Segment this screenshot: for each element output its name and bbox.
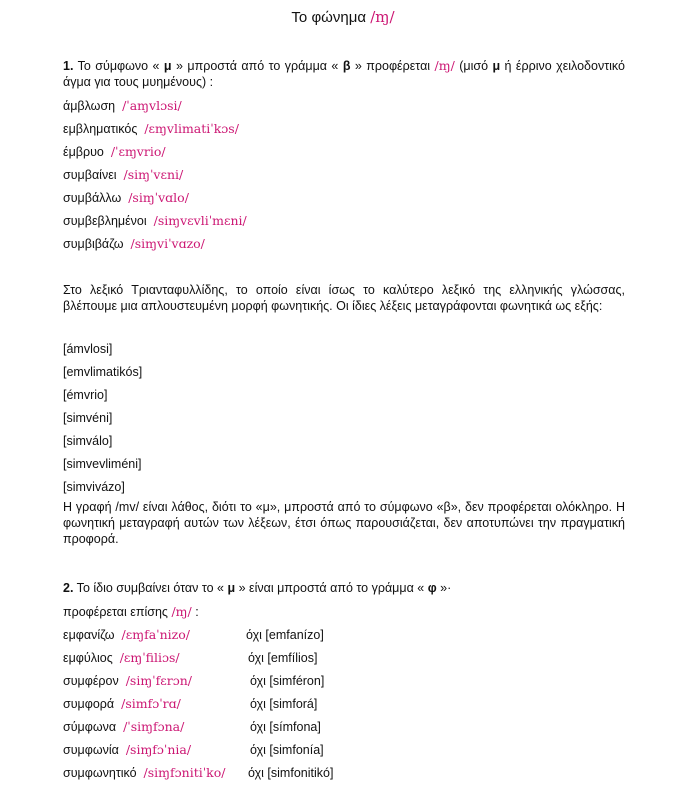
section1-ipa: /ɱ/ (434, 58, 455, 73)
word: εμβληματικός (63, 122, 138, 136)
section1-number: 1. (63, 59, 74, 73)
transcription-item: [ámvlosi] (63, 342, 113, 356)
section1-text-3: » προφέρεται (350, 59, 435, 73)
word-ipa: /siɱfɔnitiˈko/ (143, 765, 226, 780)
section1-heading (63, 58, 625, 90)
also-ipa: /ɱ/ (171, 604, 192, 619)
title-ipa: /ɱ/ (370, 8, 395, 26)
section1-bold-beta: β (342, 59, 351, 73)
word: συμβάλλω (63, 191, 122, 205)
list-item (63, 765, 225, 781)
list-item (63, 627, 190, 643)
list-item (63, 650, 180, 666)
word-ipa: /ˈaɱvlɔsi/ (122, 98, 182, 113)
conclusion-paragraph: Η γραφή /mv/ είναι λάθος, διότι το «μ», μπροστά από το σύμφωνο «β», δεν προφέρεται ολόκληρο. Η φωνητική μεταγραφή αυτών των λέξεων, έτσι όπως παρουσιάζεται, δεν αποτυπώνει την πραγματική προφορά. (63, 500, 625, 546)
not-transcription: όχι [simfonía] (250, 743, 324, 757)
also-text: προφέρεται επίσης (63, 605, 172, 619)
word: συμφωνητικό (63, 766, 137, 780)
list-item (63, 121, 239, 137)
section2-bold-mu: μ (227, 581, 236, 595)
title-text: Το φώνημα (291, 9, 371, 26)
transcription-item: [emvlimatikós] (63, 365, 143, 379)
word-ipa: /siɱˈfɛrɔn/ (125, 673, 192, 688)
not-transcription: όχι [emfanízo] (246, 628, 324, 642)
also-end: : (191, 605, 199, 619)
section1-text-5: ή έρρινο χειλοδοντικό άγμα για τους μυημένους) : (63, 59, 625, 89)
word: συμφωνία (63, 743, 119, 757)
transcription-item: [émvrio] (63, 388, 108, 402)
list-item (63, 98, 182, 114)
word: έμβρυο (63, 145, 104, 159)
section1-bold-mu-2: μ (492, 59, 501, 73)
not-transcription: όχι [emfílios] (248, 651, 318, 665)
section1-text-1: Το σύμφωνο « (73, 59, 164, 73)
list-item (63, 213, 247, 229)
word: συμφέρον (63, 674, 119, 688)
transcription-item: [simvéni] (63, 411, 113, 425)
section2-text-2: » είναι μπροστά από το γράμμα « (235, 581, 428, 595)
word: συμβεβλημένοι (63, 214, 147, 228)
word: εμφανίζω (63, 628, 115, 642)
list-item (63, 673, 192, 689)
list-item (63, 696, 181, 712)
transcription-item: [simválo] (63, 434, 113, 448)
section2-text-3: »· (436, 581, 452, 595)
word-ipa: /ɛɱvlimatiˈkɔs/ (144, 121, 239, 136)
list-item (63, 236, 205, 252)
section2-text-1: Το ίδιο συμβαίνει όταν το « (73, 581, 228, 595)
word-ipa: /siɱvɛvliˈmɛni/ (153, 213, 247, 228)
word: συμβαίνει (63, 168, 117, 182)
section2-bold-phi: φ (427, 581, 437, 595)
section2-subheading (63, 604, 199, 620)
word-ipa: /ˈɛɱvrio/ (110, 144, 166, 159)
word-ipa: /simfɔˈrɑ/ (121, 696, 181, 711)
section2-heading (63, 580, 451, 596)
list-item (63, 719, 184, 735)
not-transcription: όχι [simfonitikó] (248, 766, 334, 780)
word: σύμφωνα (63, 720, 117, 734)
section1-text-2: » μπροστά από το γράμμα « (171, 59, 343, 73)
word-ipa: /siɱfɔˈnia/ (125, 742, 192, 757)
list-item (63, 742, 191, 758)
not-transcription: όχι [símfona] (250, 720, 321, 734)
page-title (0, 8, 686, 26)
section1-bold-mu: μ (163, 59, 172, 73)
not-transcription: όχι [simforá] (250, 697, 318, 711)
word-ipa: /siɱˈvɛni/ (123, 167, 184, 182)
word: συμφορά (63, 697, 115, 711)
word: συμβιβάζω (63, 237, 124, 251)
list-item (63, 190, 189, 206)
word: εμφύλιος (63, 651, 113, 665)
transcription-item: [simvivázo] (63, 480, 125, 494)
transcription-item: [simvevliméni] (63, 457, 142, 471)
list-item (63, 144, 166, 160)
word-ipa: /siɱviˈvɑzo/ (130, 236, 205, 251)
word-ipa: /ˈsiɱfɔna/ (123, 719, 185, 734)
word-ipa: /siɱˈvɑlo/ (128, 190, 189, 205)
word-ipa: /ɛɱfaˈnizo/ (121, 627, 190, 642)
dictionary-paragraph: Στο λεξικό Τριανταφυλλίδης, το οποίο είναι ίσως το καλύτερο λεξικό της ελληνικής γλώσσας, βλέπουμε μια απλουστευμένη μορφή φωνητικής. Οι ίδιες λέξεις μεταγράφονται φωνητικά ως εξής: (63, 283, 625, 313)
section2-number: 2. (63, 581, 74, 595)
section1-text-4: (μισό (454, 59, 493, 73)
word-ipa: /ɛɱˈfiliɔs/ (119, 650, 180, 665)
not-transcription: όχι [simféron] (250, 674, 325, 688)
word: άμβλωση (63, 99, 116, 113)
list-item (63, 167, 183, 183)
